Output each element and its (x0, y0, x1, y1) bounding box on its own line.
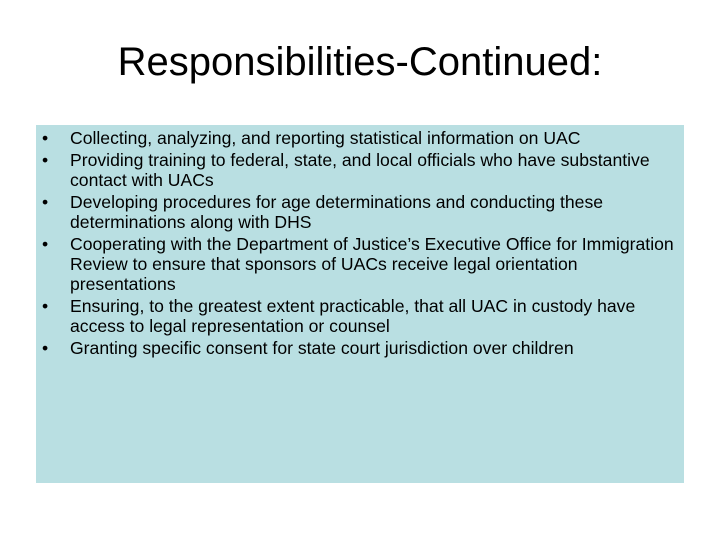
bullet-icon: • (42, 296, 49, 316)
bullet-text: Providing training to federal, state, and local officials who have substantive contact with UACs (70, 150, 650, 190)
bullet-item (42, 192, 682, 232)
bullet-text: Collecting, analyzing, and reporting statistical information on UAC (70, 128, 581, 148)
bullet-icon: • (42, 192, 49, 212)
bullet-text: Developing procedures for age determinations and conducting these determinations along with DHS (70, 192, 604, 232)
slide-title: Responsibilities-Continued: (117, 40, 603, 84)
bullet-icon: • (42, 150, 49, 170)
bullet-icon: • (42, 338, 49, 358)
bullet-text: Granting specific consent for state court jurisdiction over children (70, 338, 574, 358)
bullet-item (42, 128, 682, 148)
bullet-text: Cooperating with the Department of Justice’s Executive Office for Immigration Review to ensure that sponsors of UACs receive legal orientation presentations (70, 234, 674, 294)
bullet-list (42, 128, 682, 360)
bullet-icon: • (42, 128, 49, 148)
content-box (36, 125, 684, 483)
bullet-text: Ensuring, to the greatest extent practicable, that all UAC in custody have access to legal representation or counsel (70, 296, 636, 336)
bullet-item (42, 296, 682, 336)
bullet-item (42, 150, 682, 190)
bullet-item (42, 338, 682, 358)
bullet-item (42, 234, 682, 294)
bullet-icon: • (42, 234, 49, 254)
